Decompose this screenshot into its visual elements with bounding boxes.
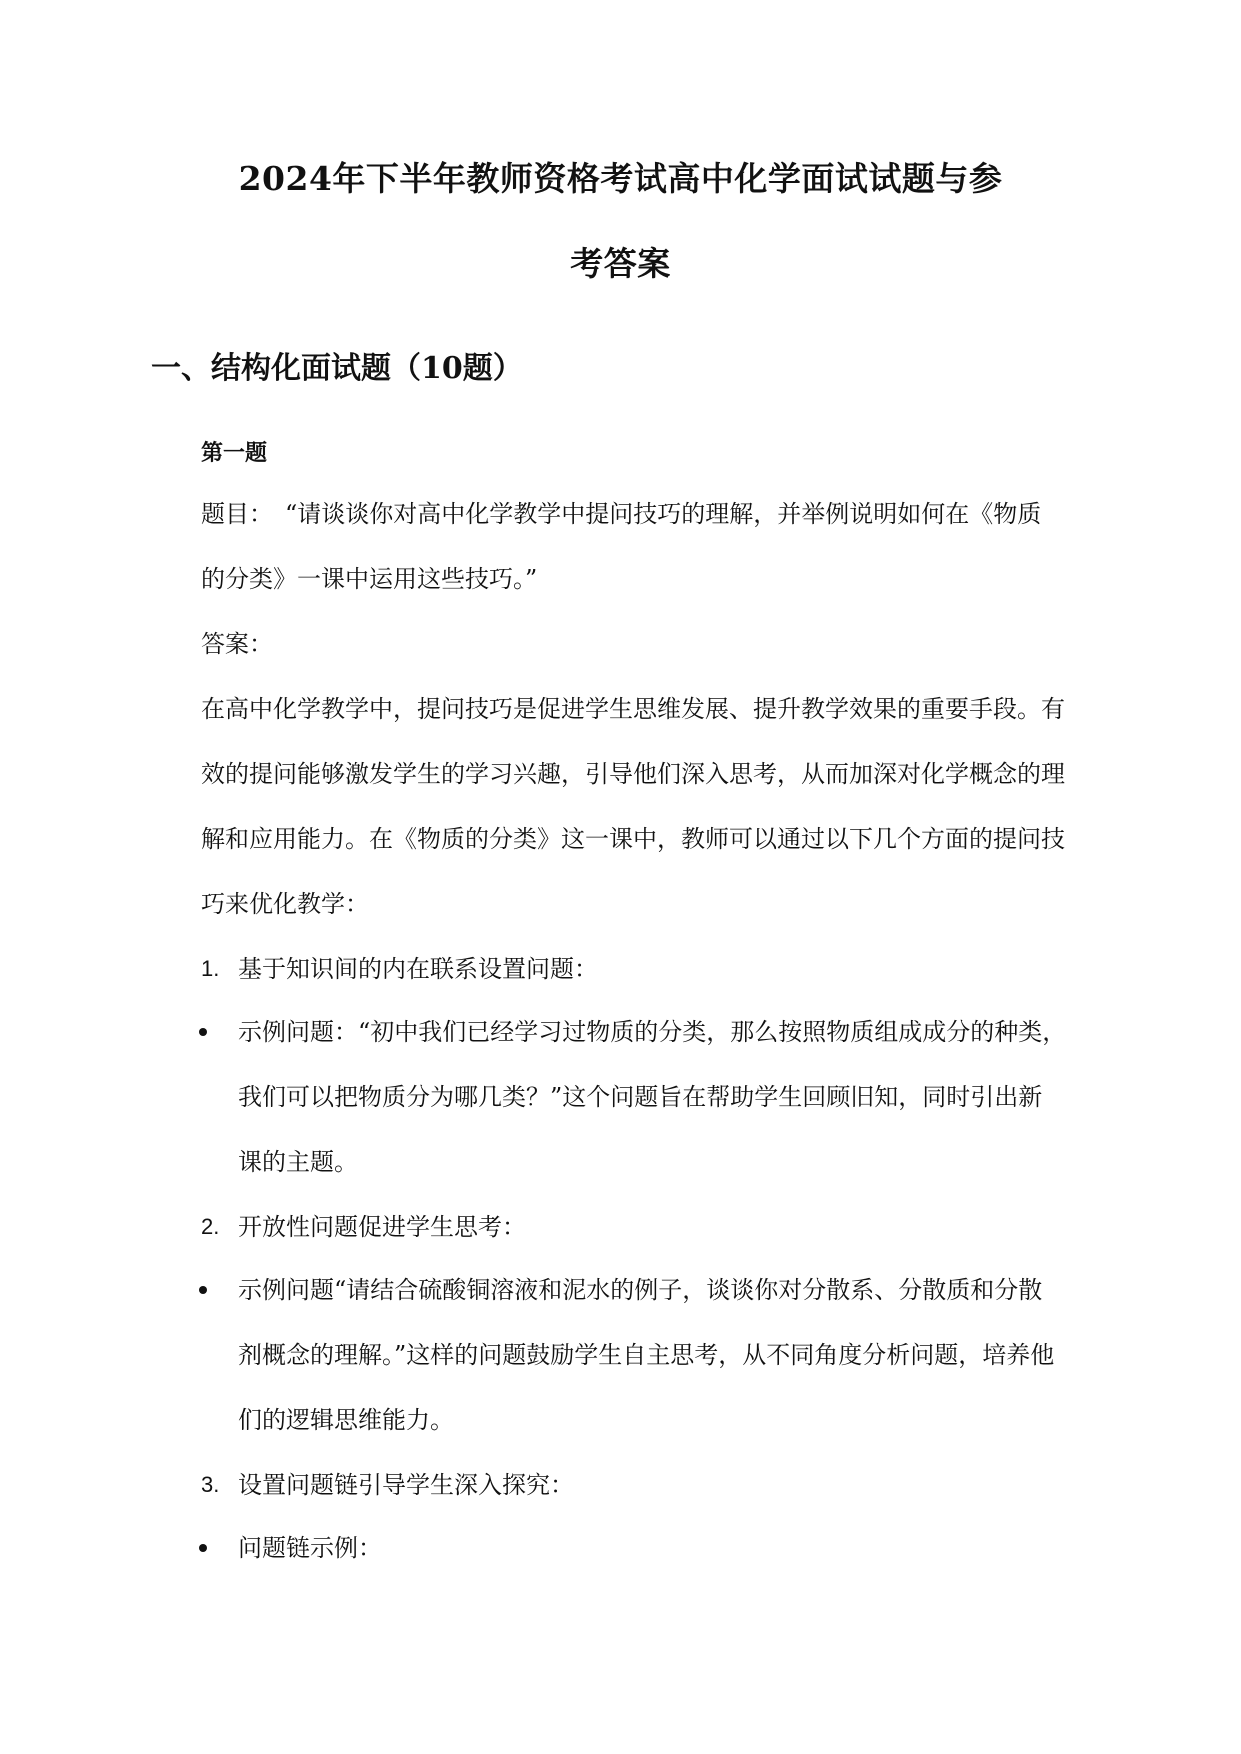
bullet-line: 课的主题。: [238, 1148, 358, 1176]
answer-paragraph-line: 巧来优化教学：: [201, 890, 369, 918]
bullet-line: 示例问题：“初中我们已经学习过物质的分类，那么按照物质组成成分的种类，: [238, 1018, 1067, 1046]
section-heading: 一、结构化面试题（10题）: [151, 351, 523, 386]
list-item-number: 2.: [201, 1214, 220, 1239]
bullet-dot: [199, 1286, 207, 1294]
list-item-number: 3.: [201, 1472, 220, 1497]
answer-paragraph-line: 解和应用能力。在《物质的分类》这一课中，教师可以通过以下几个方面的提问技: [201, 825, 1065, 853]
answer-paragraph-line: 效的提问能够激发学生的学习兴趣，引导他们深入思考，从而加深对化学概念的理: [201, 760, 1065, 788]
question-prompt-line: 的分类》一课中运用这些技巧。”: [201, 565, 538, 593]
list-item-text: 基于知识间的内在联系设置问题：: [238, 955, 598, 983]
list-item-text: 开放性问题促进学生思考：: [238, 1213, 526, 1241]
bullet-line: 剂概念的理解。”这样的问题鼓励学生自主思考，从不同角度分析问题，培养他: [238, 1341, 1055, 1369]
question-heading: 第一题: [201, 440, 268, 466]
bullet-line: 问题链示例：: [238, 1534, 382, 1562]
question-prompt-line: 题目： “请谈谈你对高中化学教学中提问技巧的理解，并举例说明如何在《物质: [201, 500, 1042, 528]
answer-label: 答案：: [201, 630, 273, 658]
bullet-dot: [199, 1028, 207, 1036]
bullet-line: 我们可以把物质分为哪几类？”这个问题旨在帮助学生回顾旧知，同时引出新: [238, 1083, 1043, 1111]
list-item-text: 设置问题链引导学生深入探究：: [238, 1471, 574, 1499]
document-title-line-1: 2024年下半年教师资格考试高中化学面试试题与参: [238, 159, 1003, 198]
document-title-line-2: 考答案: [570, 244, 671, 283]
bullet-dot: [199, 1544, 207, 1552]
answer-paragraph-line: 在高中化学教学中，提问技巧是促进学生思维发展、提升教学效果的重要手段。有: [201, 695, 1065, 723]
list-item-number: 1.: [201, 956, 220, 981]
bullet-line: 们的逻辑思维能力。: [238, 1406, 454, 1434]
bullet-line: 示例问题“请结合硫酸铜溶液和泥水的例子，谈谈你对分散系、分散质和分散: [238, 1276, 1043, 1304]
